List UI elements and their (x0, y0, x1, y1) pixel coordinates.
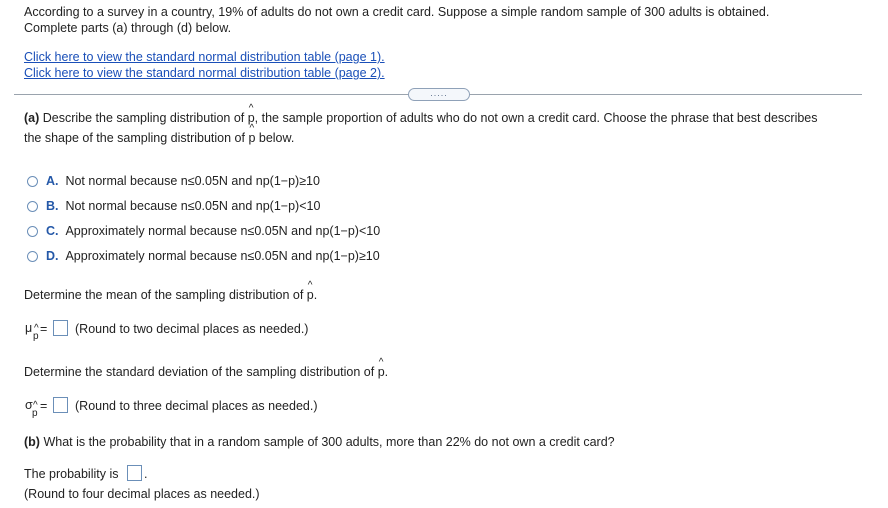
normal-table-page1-link[interactable]: Click here to view the standard normal distribution table (page 1). (24, 50, 385, 64)
sd-answer-input[interactable] (53, 397, 68, 413)
option-b-letter: B. (46, 199, 59, 213)
option-c-text: Approximately normal because n≤0.05N and np(1−p)<10 (65, 224, 381, 238)
expand-more-button[interactable]: ..... (408, 88, 470, 101)
sd-round-hint: (Round to three decimal places as needed.) (75, 399, 318, 413)
part-a-question-line1: (a) Describe the sampling distribution of ^ p, the sample proportion of adults who do not own a credit card. Choose the phrase that best describes (24, 111, 818, 125)
option-b-radio[interactable] (27, 201, 38, 212)
mean-prompt: Determine the mean of the sampling distribution of ^ p. (24, 288, 317, 302)
mean-equals: = (40, 322, 48, 336)
mean-answer-input[interactable] (53, 320, 68, 336)
mean-subscript: ^ p (33, 331, 39, 342)
p-hat-symbol: ^ p (248, 131, 255, 145)
option-c-radio[interactable] (27, 226, 38, 237)
p-hat-symbol: ^ p (248, 111, 255, 125)
part-b-label: (b) (24, 435, 40, 449)
sd-equals: = (40, 399, 48, 413)
problem-intro-line1: According to a survey in a country, 19% of adults do not own a credit card. Suppose a simple random sample of 300 adults is obtained. (24, 5, 770, 19)
option-d-text: Approximately normal because n≤0.05N and np(1−p)≥10 (65, 249, 380, 263)
option-a-letter: A. (46, 174, 59, 188)
sd-symbol: σ ^ p (25, 398, 33, 412)
problem-intro-line2: Complete parts (a) through (d) below. (24, 21, 232, 35)
probability-period: . (144, 467, 148, 481)
p-hat-symbol: ^ p (378, 365, 385, 379)
sd-subscript: ^ p (32, 408, 38, 419)
option-a-text: Not normal because n≤0.05N and np(1−p)≥10 (65, 174, 320, 188)
part-b-question: (b) What is the probability that in a random sample of 300 adults, more than 22% do not own a credit card? (24, 435, 615, 449)
option-a-radio[interactable] (27, 176, 38, 187)
option-c-letter: C. (46, 224, 59, 238)
option-d-radio[interactable] (27, 251, 38, 262)
mean-symbol: μ ^ p (25, 321, 32, 335)
part-a-label: (a) (24, 111, 40, 125)
part-a-question-line2: the shape of the sampling distribution of ^ p below. (24, 131, 294, 145)
probability-answer-input[interactable] (127, 465, 142, 481)
normal-table-page2-link[interactable]: Click here to view the standard normal distribution table (page 2). (24, 66, 385, 80)
probability-prompt: The probability is (24, 467, 119, 481)
p-hat-symbol: ^ p (307, 288, 314, 302)
option-d-letter: D. (46, 249, 59, 263)
sd-prompt: Determine the standard deviation of the sampling distribution of ^ p. (24, 365, 388, 379)
option-b-text: Not normal because n≤0.05N and np(1−p)<10 (65, 199, 321, 213)
probability-round-hint: (Round to four decimal places as needed.) (24, 487, 260, 501)
mean-round-hint: (Round to two decimal places as needed.) (75, 322, 309, 336)
